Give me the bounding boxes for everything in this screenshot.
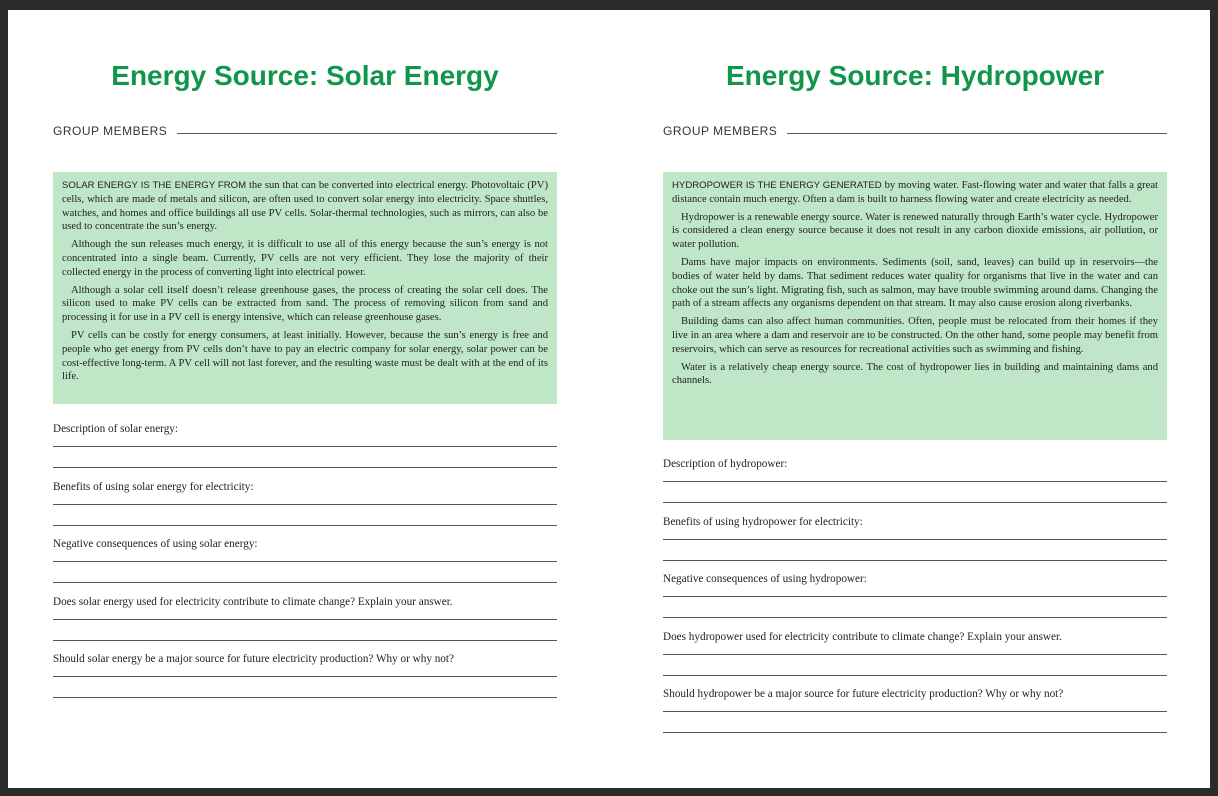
question bbox=[53, 478, 557, 536]
answer-line[interactable] bbox=[663, 617, 1167, 618]
question bbox=[663, 570, 1167, 628]
page-title: Energy Source: Solar Energy bbox=[111, 60, 499, 91]
info-box bbox=[53, 172, 557, 404]
answer-line[interactable] bbox=[663, 539, 1167, 540]
question-label: Should solar energy be a major source for future electricity production? Why or why not? bbox=[53, 653, 454, 665]
answer-line[interactable] bbox=[53, 525, 557, 526]
answer-line[interactable] bbox=[663, 711, 1167, 712]
group-members-line[interactable] bbox=[177, 133, 557, 134]
group-members-line[interactable] bbox=[787, 133, 1167, 134]
answer-line[interactable] bbox=[53, 561, 557, 562]
info-paragraph: Water is a relatively cheap energy source. The cost of hydropower lies in building and maintaining dams and channels. bbox=[672, 361, 1158, 387]
question-label: Does solar energy used for electricity contribute to climate change? Explain your answer. bbox=[53, 595, 453, 608]
group-members-label: GROUP MEMBERS bbox=[53, 124, 168, 138]
question-label: Should hydropower be a major source for future electricity production? Why or why not? bbox=[663, 688, 1064, 700]
question-label: Does hydropower used for electricity contribute to climate change? Explain your answer. bbox=[663, 630, 1062, 643]
question bbox=[53, 420, 557, 478]
answer-line[interactable] bbox=[663, 560, 1167, 561]
answer-line[interactable] bbox=[53, 619, 557, 620]
group-members-label: GROUP MEMBERS bbox=[663, 124, 778, 138]
worksheet-spread bbox=[8, 10, 1210, 788]
info-paragraph: Hydropower is a renewable energy source. Water is renewed naturally through Earth’s water cycle. Hydropower is considered a clean energy source because it does not result in any carbon dioxide emissions, air pollution, or water pollution. bbox=[672, 211, 1158, 251]
page-title: Energy Source: Hydropower bbox=[725, 60, 1105, 91]
lead-in: HYDROPOWER IS THE ENERGY GENERATED bbox=[672, 180, 882, 191]
answer-line[interactable] bbox=[53, 697, 557, 698]
lead-in: SOLAR ENERGY IS THE ENERGY FROM bbox=[62, 180, 247, 191]
question-label: Description of hydropower: bbox=[663, 458, 788, 470]
info-paragraph: Dams have major impacts on environments. Sediments (soil, sand, leaves) can build up in reservoirs—the bodies of water held by dams. That sediment reduces water quality for organisms that live in the water and can choke out the sun’s light. Migrating fish, such as salmon, may have trouble swimming around dams. Changing the path of a stream affects any organisms dependent on that stream. It may also cause erosion along riverbanks. bbox=[672, 256, 1158, 310]
question bbox=[53, 650, 557, 708]
answer-line[interactable] bbox=[53, 640, 557, 641]
group-members-row bbox=[53, 124, 557, 138]
info-paragraph: PV cells can be costly for energy consumers, at least initially. However, because the sun’s energy is free and people who get energy from PV cells don’t have to pay an electric company for solar energy, solar power can be cost-effective long-term. A PV cell will not last forever, and the resulting waste must be dealt with at the end of its life. bbox=[62, 329, 548, 383]
group-members-row bbox=[663, 124, 1167, 138]
answer-line[interactable] bbox=[663, 502, 1167, 503]
question bbox=[663, 628, 1167, 686]
info-paragraph: Although the sun releases much energy, it is difficult to use all of this energy because the sun’s energy is not concentrated into a single beam. Currently, PV cells are not very efficient. They lose the majority of their collected energy in the process of converting light into electrical power. bbox=[62, 239, 548, 278]
answer-line[interactable] bbox=[53, 676, 557, 677]
question bbox=[663, 513, 1167, 571]
answer-line[interactable] bbox=[663, 654, 1167, 655]
info-paragraph: Although a solar cell itself doesn’t release greenhouse gases, the process of creating the solar cell does. The silicon used to make PV cells can be extracted from sand. The process of removing silicon from sand and processing it for use in a PV cell is energy intensive, which can release greenhouse gases. bbox=[62, 284, 548, 324]
info-paragraph: SOLAR ENERGY IS THE ENERGY FROM the sun that can be converted into electrical energy. Photovoltaic (PV) cells, which are made of metals and silicon, are often used to convert solar energy into electricity. Space shuttles, watches, and homes and office buildings all use PV cells. Solar-thermal technologies, such as mirrors, can also be used to concentrate the sun’s energy. bbox=[62, 180, 548, 233]
info-box bbox=[663, 172, 1167, 440]
answer-line[interactable] bbox=[663, 596, 1167, 597]
answer-line[interactable] bbox=[53, 504, 557, 505]
info-paragraph: HYDROPOWER IS THE ENERGY GENERATED by moving water. Fast-flowing water and water that falls a great distance contain much energy. Often a dam is built to harness flowing water and create electricity as needed. bbox=[672, 180, 1158, 205]
info-paragraph: Building dams can also affect human communities. Often, people must be relocated from their homes if they live in an area where a dam and reservoir are to be constructed. On the other hand, some people may benefit from reservoirs, which can serve as resources for recreational activities such as swimming and fishing. bbox=[672, 316, 1158, 355]
question bbox=[663, 685, 1167, 743]
question bbox=[53, 593, 557, 651]
question-label: Benefits of using solar energy for electricity: bbox=[53, 480, 254, 493]
question-label: Negative consequences of using solar energy: bbox=[53, 538, 258, 550]
answer-line[interactable] bbox=[53, 446, 557, 447]
question-list bbox=[663, 455, 1167, 743]
answer-line[interactable] bbox=[663, 481, 1167, 482]
question bbox=[53, 535, 557, 593]
question-label: Benefits of using hydropower for electricity: bbox=[663, 515, 863, 528]
question bbox=[663, 455, 1167, 513]
question-label: Description of solar energy: bbox=[53, 423, 178, 435]
answer-line[interactable] bbox=[663, 675, 1167, 676]
answer-line[interactable] bbox=[53, 467, 557, 468]
answer-line[interactable] bbox=[663, 732, 1167, 733]
question-label: Negative consequences of using hydropower: bbox=[663, 573, 867, 585]
answer-line[interactable] bbox=[53, 582, 557, 583]
question-list bbox=[53, 420, 557, 708]
